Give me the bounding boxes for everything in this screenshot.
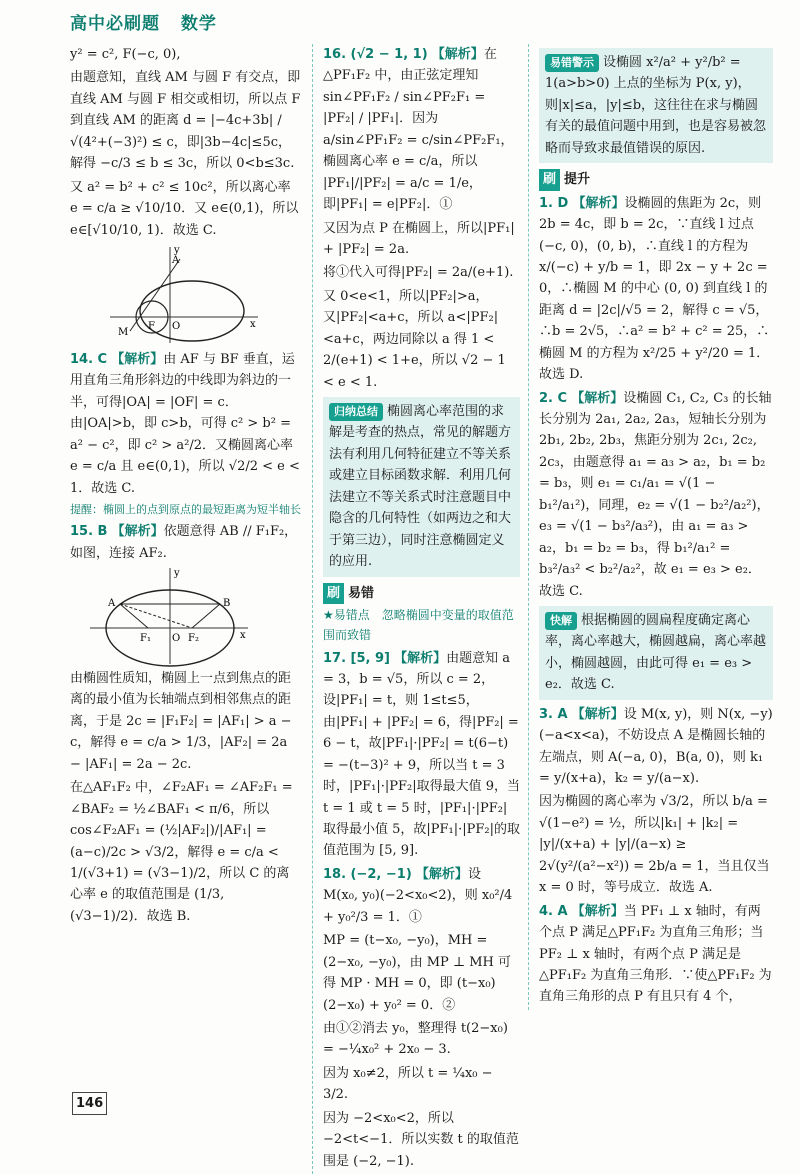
warning-text: 设椭圆 x²/a² + y²/b² = 1(a>b>0) 上点的坐标为 P(x, y)，则|x|≤a，|y|≤b，这往往在求与椭圆有关的最值问题中用到，也是容易被忽略而导致求最值错误的原因. <box>545 55 767 156</box>
text-line: 因为 −2<x₀<2，所以 −2<t<−1．所以实数 t 的取值范围是 (−2, −1). <box>323 1110 519 1169</box>
text-line: 因为 x₀≠2，所以 t = ¼x₀ − 3/2. <box>323 1065 493 1103</box>
question-number: 3. A <box>539 706 568 722</box>
question-number: 2. C <box>539 390 568 406</box>
label-F: F <box>148 320 155 332</box>
label-F2: F₂ <box>188 633 199 645</box>
summary-label: 归纳总结 <box>329 403 383 421</box>
hint-note: 提醒：椭圆上的点到原点的最短距离为短半轴长 <box>70 503 301 516</box>
analysis-tag: 【解析】 <box>415 866 468 882</box>
figure-ellipse-1 <box>110 245 260 345</box>
text-line: 在△AF₁F₂ 中，∠F₂AF₁ = ∠AF₂F₁ = ∠BAF₂ = ½∠BAF₁ < π/6，所以 cos∠F₂AF₁ = (½|AF₂|)/|AF₁| = (a−c)/2c > √3/2，解得 e = c/a < 1/(√3+1) = (√3−1)/2，所以 C 的离心率 e 的取值范围是 (1/3, (√3−1)/2)．故选 B. <box>70 780 293 924</box>
question-text: 设 M(x, y)，则 N(x, −y)(−a<x<a)，不妨设点 A 是椭圆长轴的左端点，则 A(−a, 0)，B(a, 0)，则 k₁ = y/(x+a)，k₂ = y/(a−x). <box>539 706 773 786</box>
question-4 <box>539 901 773 1008</box>
figure-ellipse-2 <box>90 566 250 666</box>
question-text: 设 M(x₀, y₀)(−2<x₀<2)，则 x₀²/4 + y₀²/3 = 1．① <box>323 866 513 925</box>
text-line: 又 0<e<1，所以|PF₂|>a，又|PF₂|<a+c，所以 a<|PF₂|<a+c，两边同除以 a 得 1 < 2/(e+1) < 1+e，所以 √2 − 1 < e < 1. <box>323 288 506 390</box>
question-16 <box>323 44 520 216</box>
question-text: 在△PF₁F₂ 中，由正弦定理知 sin∠PF₁F₂ / sin∠PF₂F₁ = |PF₂| / |PF₁|．因为 a/sin∠PF₁F₂ = c/sin∠PF₂F₁，椭圆离心率 e = c/a，所以 |PF₁|/|PF₂| = a/c = 1/e，即|PF₁| = e|PF₂|．① <box>323 47 514 213</box>
page-header <box>70 10 217 38</box>
analysis-tag: 【解析】 <box>111 524 164 540</box>
quick-text: 根据椭圆的圆扁程度确定离心率，离心率越大，椭圆越扁，离心率越小，椭圆越圆，由此可得 e₁ = e₃ > e₂．故选 C. <box>545 612 767 693</box>
text-line: y² = c², F(−c, 0), <box>70 47 181 62</box>
question-number: 17. [5, 9] <box>323 650 390 666</box>
question-text: 由题意知 a = 3，b = √5，所以 c = 2，设|PF₁| = t，则 1≤t≤5，由|PF₁| + |PF₂| = 6，得|PF₂| = 6 − t，故|PF₁|·|PF₂| = t(6−t) = −(t−3)² + 9，所以当 t = 3 时，|PF₁|·|PF₂|取得最大值 9，当 t = 1 或 t = 5 时，|PF₁|·|PF₂|取得最小值 5，故|PF₁|·|PF₂|的取值范围为 [5, 9]. <box>323 650 521 859</box>
question-number: 1. D <box>539 195 569 211</box>
text-line: 将①代入可得|PF₂| = 2a/(e+1). <box>323 265 514 281</box>
section-title: 提升 <box>564 172 591 188</box>
page-number: 146 <box>72 1092 107 1115</box>
label-F1: F₁ <box>140 633 151 645</box>
quick-label: 快解 <box>545 612 577 630</box>
question-17 <box>323 648 520 862</box>
analysis-tag: 【解析】 <box>394 650 447 666</box>
quick-solution-box <box>539 606 773 700</box>
question-number: 15. B <box>70 524 108 540</box>
label-x: x <box>240 630 246 642</box>
question-text: 设椭圆的焦距为 2c，则 2b = 4c，即 b = 2c，∵直线 l 过点 (−c, 0)，(0, b)，∴直线 l 的方程为 x/(−c) + y/b = 1，即 2x − y + 2c = 0，∴椭圆 M 的中心 (0, 0) 到直线 l 的距离 d = |2c|/√5 = 2，解得 c = √5，∴b = 2√5，∴a² = b² + c² = 25，∴椭圆 M 的方程为 x²/25 + y²/20 = 1．故选 D. <box>539 195 770 383</box>
text-line: 由椭圆性质知，椭圆上一点到焦点的距离的最小值为长轴端点到相邻焦点的距离，于是 2c = |F₁F₂| = |AF₁| > a − c，解得 e = c/a > 1/3，|AF₂| = 2a − |AF₁| = 2a − 2c. <box>70 671 292 772</box>
label-A: A <box>108 598 116 610</box>
summary-text: 椭圆离心率范围的求解是考查的热点，常见的解题方法有利用几何特征建立不等关系或建立目标函数求解．利用几何法建立不等关系式时注意题目中隐含的几何特性（如两边之和大于第三边），同时注意椭圆定义的应用. <box>329 404 512 570</box>
section-title: 易错 <box>348 585 375 601</box>
question-18 <box>323 864 520 928</box>
text-line: 由①②消去 y₀，整理得 t(2−x₀) = −¼x₀² + 2x₀ − 3. <box>323 1020 508 1058</box>
warning-label: 易错警示 <box>545 54 599 72</box>
analysis-tag: 【解析】 <box>571 390 624 406</box>
question-number: 4. A <box>539 903 568 919</box>
analysis-tag: 【解析】 <box>571 903 624 919</box>
error-point: ★易错点 忽略椭圆中变量的取值范围而致错 <box>323 607 514 642</box>
book-title: 高中必刷题 <box>70 14 160 34</box>
warning-box <box>539 48 773 163</box>
analysis-tag: 【解析】 <box>571 706 624 722</box>
section-badge: 刷 <box>323 583 344 604</box>
analysis-tag: 【解析】 <box>431 47 484 62</box>
label-O: O <box>172 320 181 332</box>
column-middle <box>312 44 520 1174</box>
section-header-advance <box>539 169 773 190</box>
section-badge: 刷 <box>539 169 560 190</box>
subject-title: 数学 <box>180 14 217 34</box>
question-14 <box>70 349 302 499</box>
question-1 <box>539 193 773 386</box>
label-M: M <box>118 326 129 338</box>
question-number: 14. C <box>70 351 108 367</box>
summary-box <box>323 397 520 577</box>
question-15 <box>70 521 302 564</box>
label-B: B <box>223 598 231 610</box>
label-x: x <box>250 318 256 330</box>
question-text: 设椭圆 C₁, C₂, C₃ 的长轴长分别为 2a₁, 2a₂, 2a₃，短轴长分别为 2b₁, 2b₂, 2b₃，焦距分别为 2c₁, 2c₂, 2c₃，由题意得 a₁ = a₃ > a₂，b₁ = b₂ = b₃，则 e₁ = c₁/a₁ = √(1 − b₁²/a₁²)，同理，e₂ = √(1 − b₂²/a₂²)，e₃ = √(1 − b₃²/a₃²)，由 a₁ = a₃ > a₂，b₁ = b₂ = b₃，得 b₁²/a₁² = b₃²/a₃² < b₂²/a₂²，故 e₁ = e₃ > e₂．故选 C. <box>539 390 772 599</box>
column-right <box>528 44 773 1010</box>
question-number: 16. (√2 − 1, 1) <box>323 47 428 62</box>
question-text: 当 PF₁ ⊥ x 轴时，有两个点 P 满足△PF₁F₂ 为直角三角形；当 PF₂ ⊥ x 轴时，有两个点 P 满足是△PF₁F₂ 为直角三角形．∵使△PF₁F₂ 为直角三角形的点 P 有且只有 4 个， <box>539 903 772 1005</box>
question-2 <box>539 388 773 602</box>
question-text: 由 AF 与 BF 垂直，运用直角三角形斜边的中线即为斜边的一半，可得|OA| = |OF| = c．由|OA|>b，即 c>b，可得 c² > b² = a² − c²，即 c² > a²/2．又椭圆离心率 e = c/a 且 e∈(0,1)，所以 √2/2 < e < 1．故选 C. <box>70 351 300 496</box>
label-y: y <box>174 568 180 580</box>
text-line: 又因为点 P 在椭圆上，所以|PF₁| + |PF₂| = 2a. <box>323 220 515 257</box>
question-number: 18. (−2, −1) <box>323 866 412 882</box>
text-line: 由题意知，直线 AM 与圆 F 有交点，即直线 AM 与圆 F 相交或相切，所以点 F 到直线 AM 的距离 d = |−4c+3b| / √(4²+(−3)²) ≤ c，即|3b−4c|≤5c，解得 −c/3 ≤ b ≤ 3c，所以 0<b≤3c. <box>70 70 301 172</box>
section-header-errors <box>323 583 520 604</box>
column-left <box>70 44 302 929</box>
analysis-tag: 【解析】 <box>572 195 625 211</box>
label-O: O <box>172 633 181 645</box>
text-line: 又 a² = b² + c² ≤ 10c²，所以离心率 e = c/a ≥ √10/10．又 e∈(0,1)，所以 e∈[√10/10, 1)．故选 C. <box>70 179 299 238</box>
label-A: A <box>172 254 180 266</box>
question-3 <box>539 704 773 790</box>
text-line: 因为椭圆的离心率为 √3/2，所以 b/a = √(1−e²) = ½，所以|k₁| + |k₂| = |y|/(x+a) + |y|/(a−x) ≥ 2√(y²/(a²−x²)) = 2b/a = 1，当且仅当 x = 0 时，等号成立．故选 A. <box>539 794 770 896</box>
text-line: MP = (t−x₀, −y₀)，MH = (2−x₀, −y₀)，由 MP ⊥ MH 可得 MP · MH = 0，即 (t−x₀)(2−x₀) + y₀² = 0．② <box>323 933 512 1013</box>
question-text: 依题意得 AB // F₁F₂，如图，连接 AF₂. <box>70 524 298 561</box>
label-y: y <box>174 244 180 256</box>
analysis-tag: 【解析】 <box>111 351 164 367</box>
